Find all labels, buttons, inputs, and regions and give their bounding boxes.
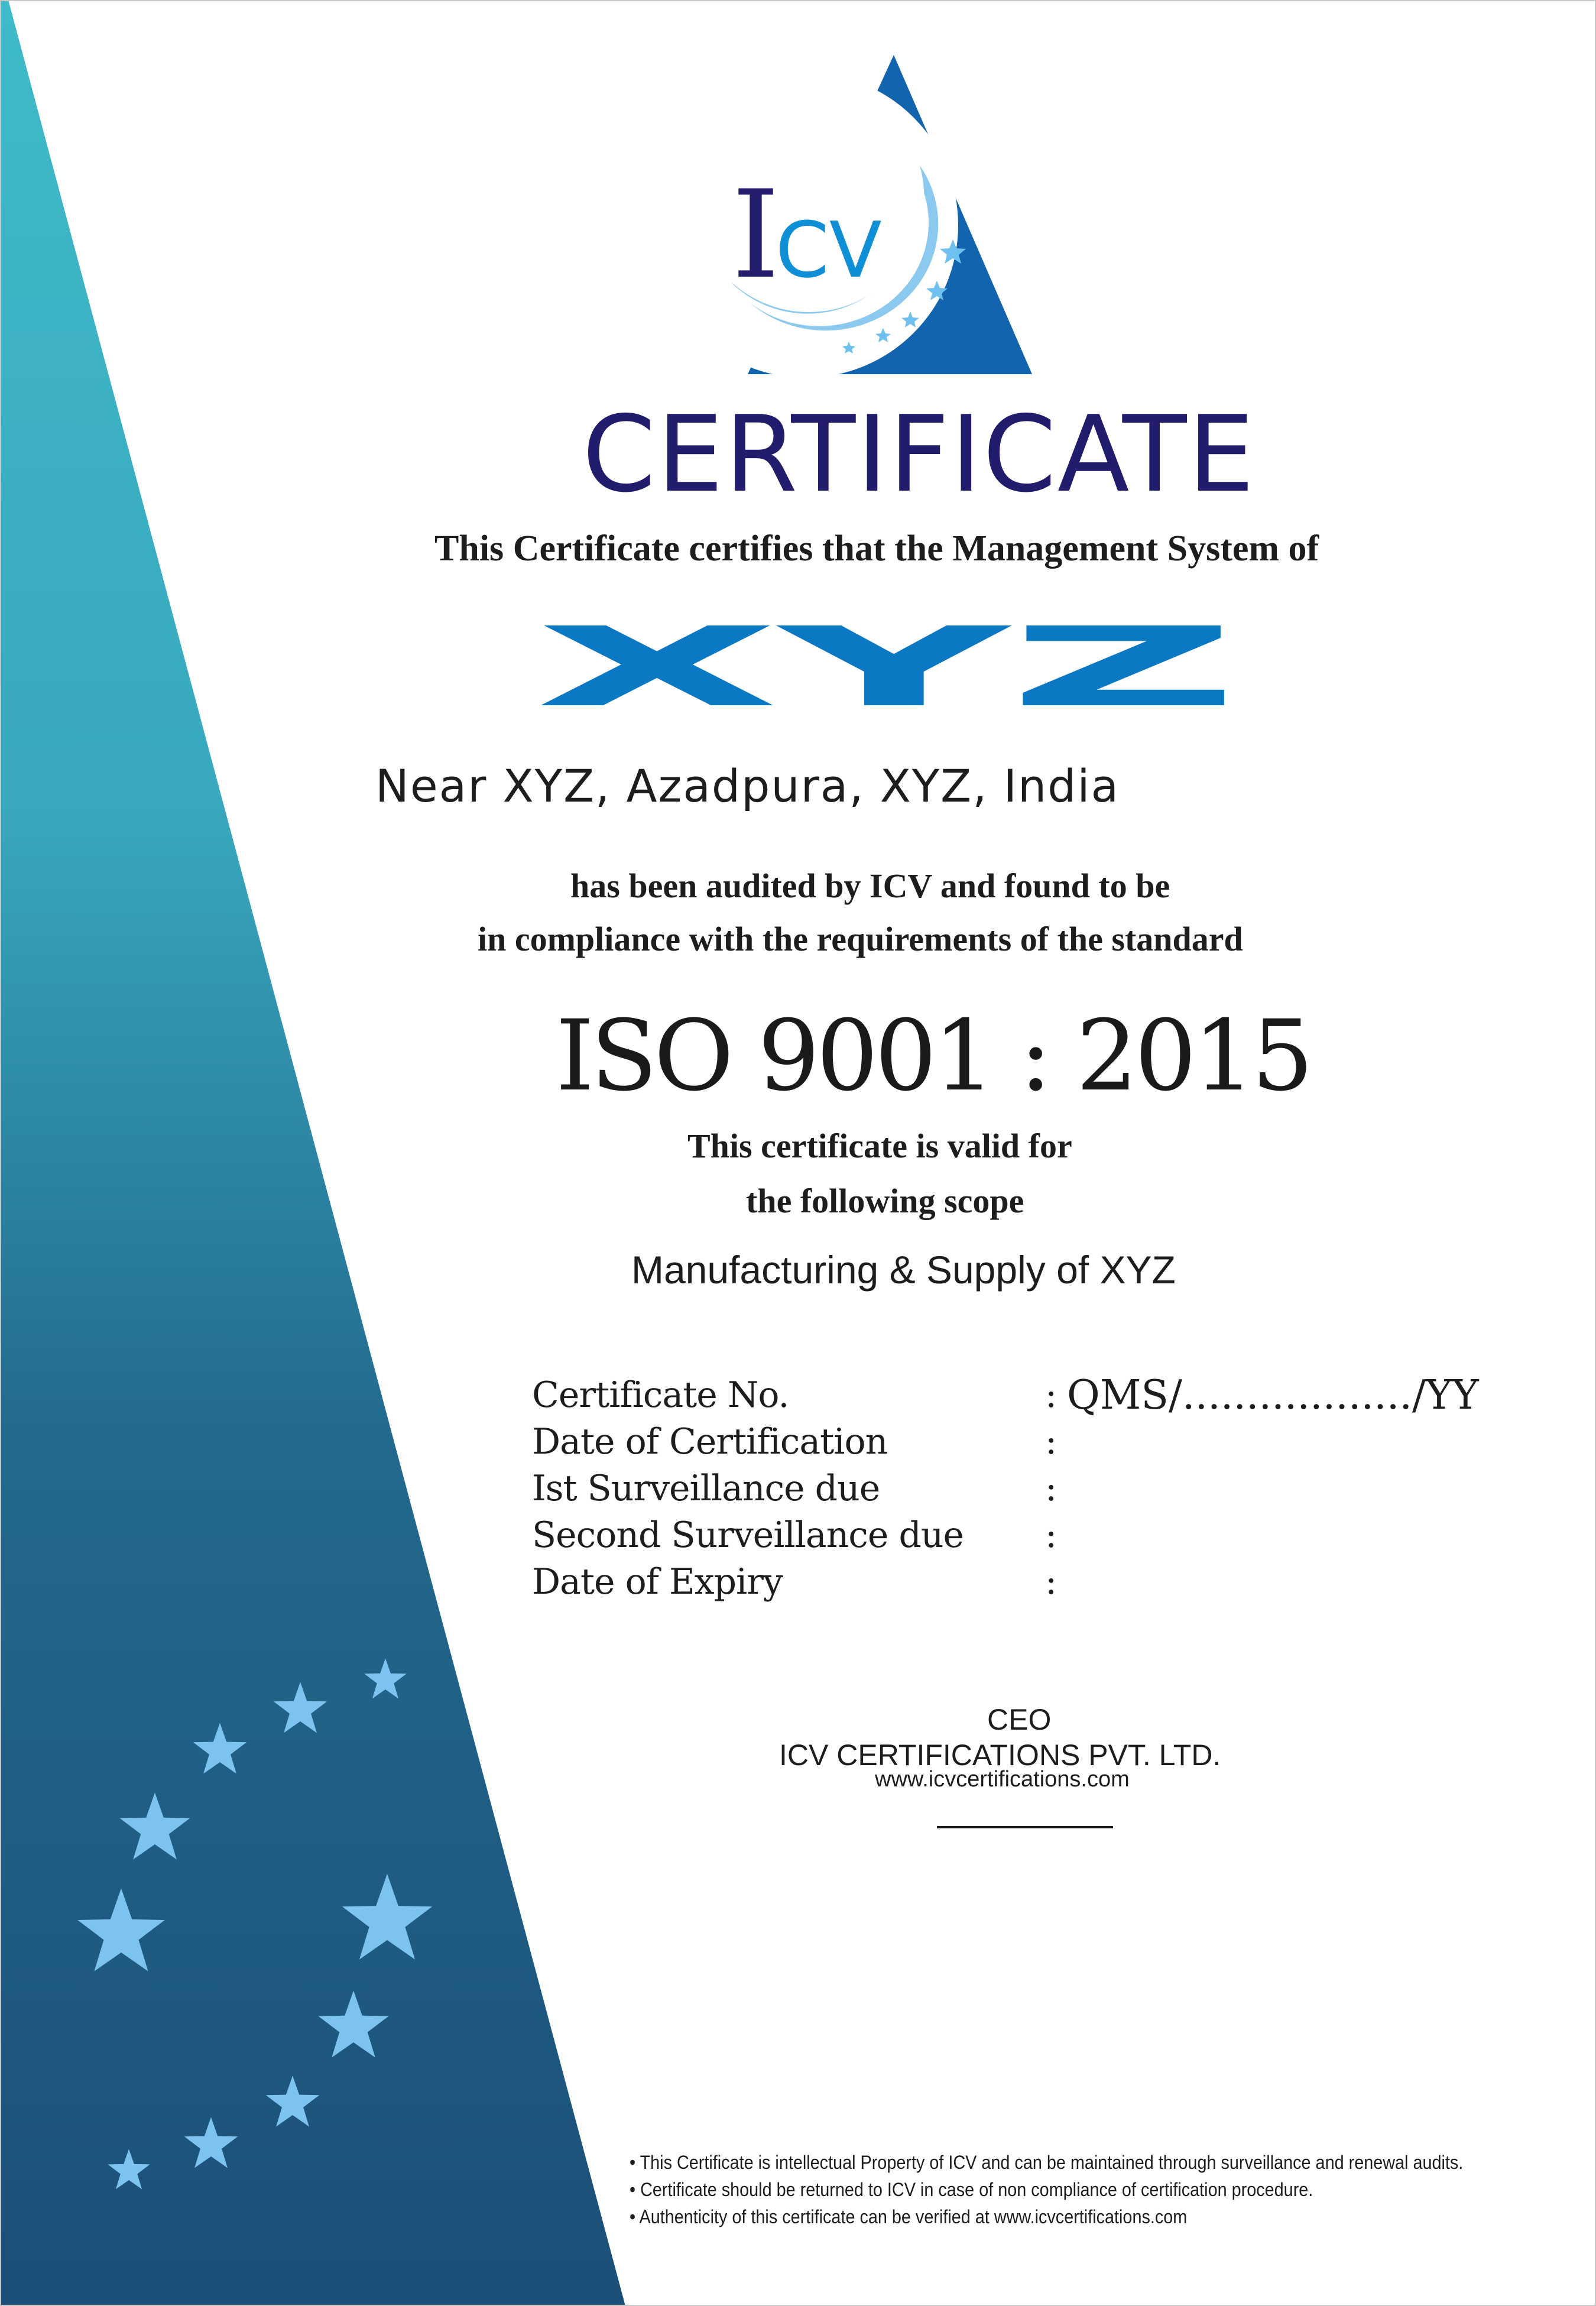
scope-text: Manufacturing & Supply of XYZ: [631, 1248, 1176, 1292]
audit-statement-line2: in compliance with the requirements of the standard: [478, 920, 1243, 958]
scope-intro-line1: This certificate is valid for: [687, 1127, 1072, 1165]
detail-label: Date of Certification: [532, 1421, 888, 1462]
detail-separator: :: [1045, 1561, 1057, 1603]
detail-label: Ist Surveillance due: [532, 1468, 880, 1509]
detail-row-date-of-certification: [532, 1421, 1419, 1468]
detail-row-second-surveillance: [532, 1514, 1419, 1561]
detail-value: QMS/................../YY: [1067, 1372, 1479, 1419]
logo-letter-i: I: [732, 165, 780, 306]
detail-label: Second Surveillance due: [532, 1514, 964, 1556]
detail-row-date-of-expiry: [532, 1561, 1419, 1608]
audit-statement-line1: has been audited by ICV and found to be: [570, 867, 1170, 905]
detail-separator: :: [1045, 1421, 1057, 1462]
footnote-item: • Certificate should be returned to ICV in case of non compliance of certification procedure.: [630, 2179, 1313, 2200]
company-name-text: XYZ: [535, 618, 1238, 718]
detail-separator: :: [1045, 1374, 1057, 1416]
signatory-role: CEO: [987, 1703, 1052, 1736]
logo-letters-cv: CV: [776, 205, 882, 295]
detail-row-certificate-no: [532, 1372, 1479, 1421]
scope-intro-line2: the following scope: [746, 1182, 1024, 1220]
certificate-title: CERTIFICATE: [582, 393, 1256, 515]
detail-label: Certificate No.: [532, 1374, 789, 1416]
standard-name: ISO 9001 : 2015: [556, 999, 1310, 1113]
company-address: Near XYZ, Azadpura, XYZ, India: [375, 760, 1120, 812]
side-band-shape: [0, 0, 625, 2306]
signatory-website: www.icvcertifications.com: [875, 1767, 1130, 1792]
certificate-intro: This Certificate certifies that the Management System of: [434, 528, 1319, 569]
detail-separator: :: [1045, 1514, 1057, 1556]
detail-separator: :: [1045, 1468, 1057, 1509]
certificate-details: [532, 1372, 1479, 1608]
detail-row-first-surveillance: [532, 1468, 1419, 1514]
company-name: [535, 618, 1244, 718]
footnote-item: • Authenticity of this certificate can be verified at www.icvcertifications.com: [630, 2206, 1188, 2227]
footnotes: [630, 2149, 1556, 2230]
signatory-company: ICV CERTIFICATIONS PVT. LTD.: [779, 1739, 1221, 1772]
detail-label: Date of Expiry: [532, 1561, 783, 1603]
footnote-item: • This Certificate is intellectual Property of ICV and can be maintained through surveillance and renewal audits.: [630, 2152, 1464, 2173]
icv-logo: [709, 50, 1052, 381]
signature-line: [937, 1826, 1113, 1828]
